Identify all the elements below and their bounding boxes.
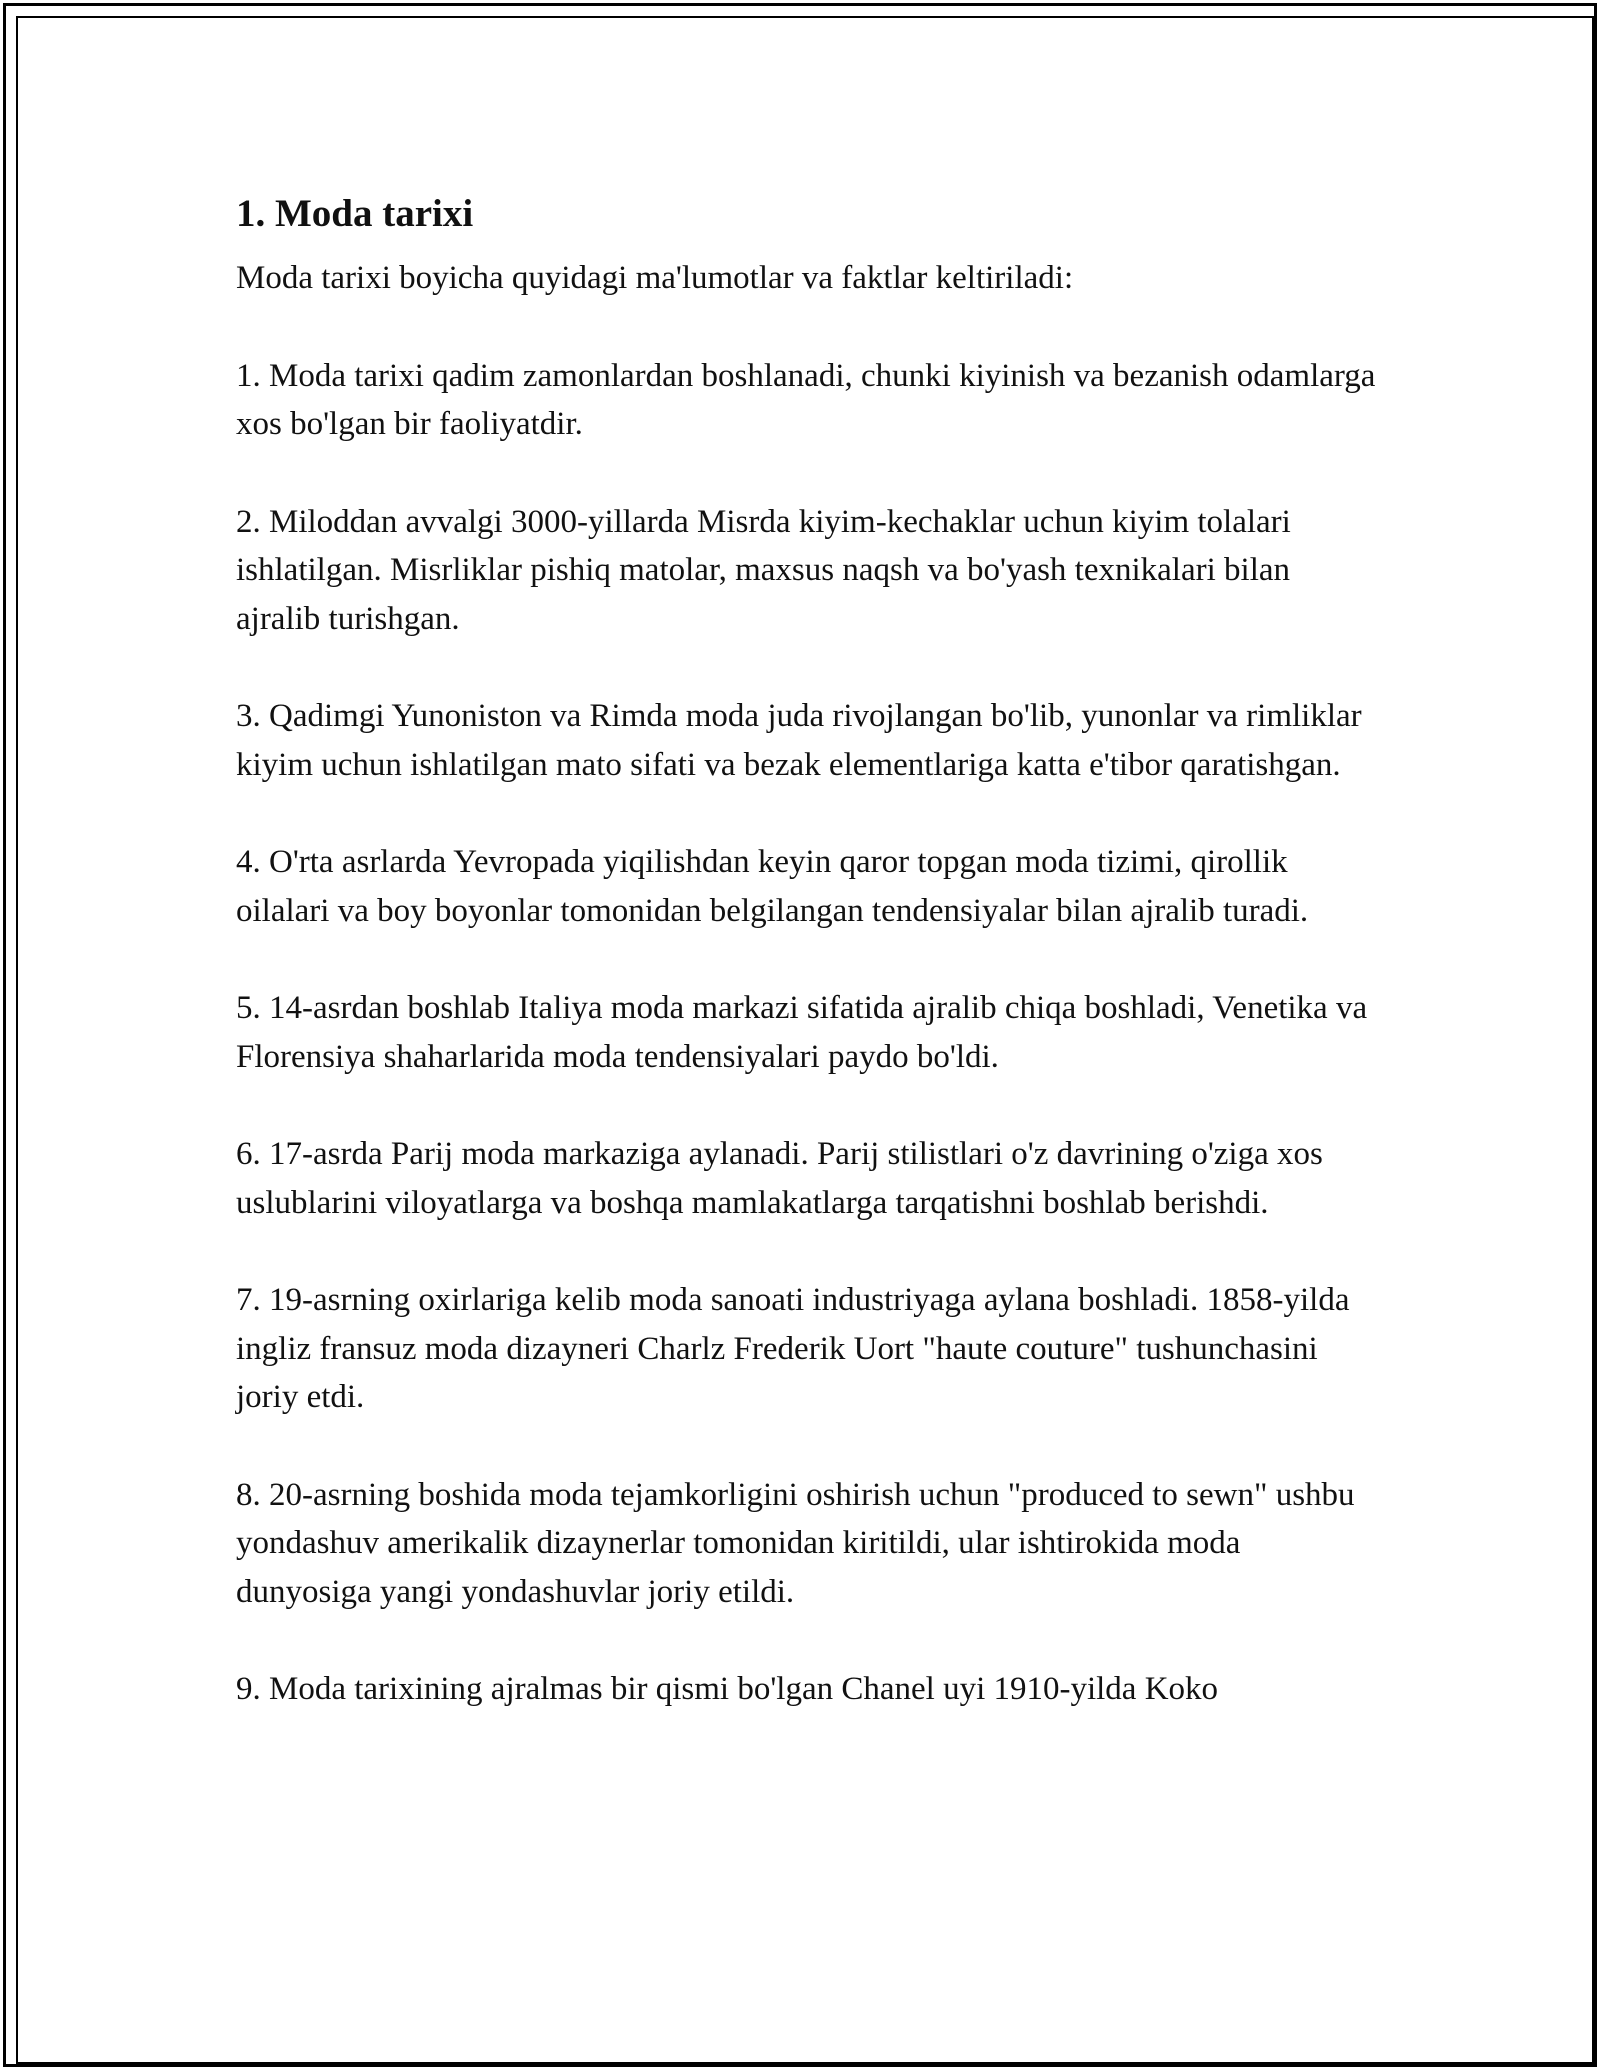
- list-item: 7. 19-asrning oxirlariga kelib moda sanoati industriyaga aylana boshladi. 1858-yilda ingliz fransuz moda dizayneri Charlz Frederik Uort "haute couture" tushunchasini joriy etdi.: [236, 1282, 1350, 1415]
- list-item: 1. Moda tarixi qadim zamonlardan boshlanadi, chunki kiyinish va bezanish odamlarga xos bo'lgan bir faoliyatdir.: [236, 357, 1376, 442]
- intro-paragraph: Moda tarixi boyicha quyidagi ma'lumotlar va faktlar keltiriladi:: [236, 260, 1074, 296]
- list-item: 2. Miloddan avvalgi 3000-yillarda Misrda kiyim-kechaklar uchun kiyim tolalari ishlatilgan. Misrliklar pishiq matolar, maxsus naqsh va bo'yash texnikalari bilan ajralib turishgan.: [236, 503, 1291, 637]
- list-item: 5. 14-asrdan boshlab Italiya moda markazi sifatida ajralib chiqa boshladi, Venetika va Florensiya shaharlarida moda tendensiyalari paydo bo'ldi.: [236, 990, 1368, 1075]
- document-title: 1. Moda tarixi: [236, 192, 474, 235]
- document-body: [236, 186, 1376, 1714]
- list-item: 4. O'rta asrlarda Yevropada yiqilishdan keyin qaror topgan moda tizimi, qirollik oilalari va boy boyonlar tomonidan belgilangan tendensiyalar bilan ajralib turadi.: [236, 844, 1309, 929]
- list-item: 8. 20-asrning boshida moda tejamkorligini oshirish uchun "produced to sewn" ushbu yondashuv amerikalik dizaynerlar tomonidan kiritildi, ular ishtirokida moda dunyosiga yangi yondashuvlar joriy etildi.: [236, 1476, 1355, 1610]
- list-item: 9. Moda tarixining ajralmas bir qismi bo'lgan Chanel uyi 1910-yilda Koko: [236, 1671, 1219, 1707]
- list-item: 3. Qadimgi Yunoniston va Rimda moda juda rivojlangan bo'lib, yunonlar va rimliklar kiyim uchun ishlatilgan mato sifati va bezak elementlariga katta e'tibor qaratishgan.: [236, 698, 1362, 783]
- list-item: 6. 17-asrda Parij moda markaziga aylanadi. Parij stilistlari o'z davrining o'ziga xos uslublarini viloyatlarga va boshqa mamlakatlarga tarqatishni boshlab berishdi.: [236, 1136, 1323, 1221]
